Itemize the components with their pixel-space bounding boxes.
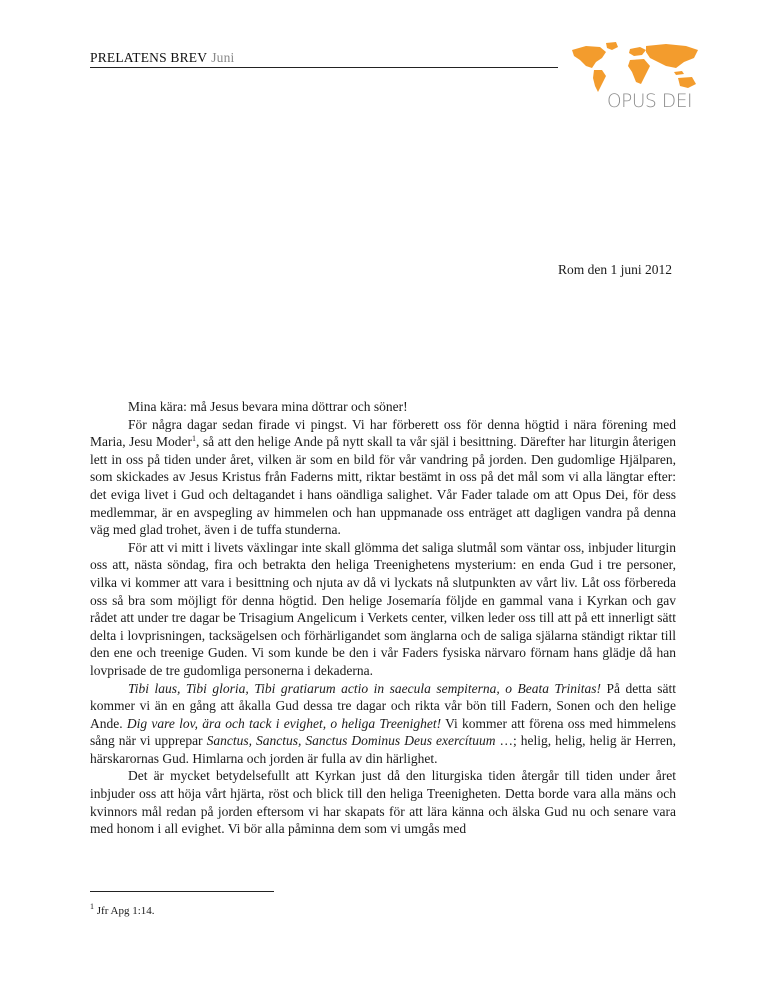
- footnote: [90, 904, 155, 918]
- latin-prayer: Tibi laus, Tibi gloria, Tibi gratiarum actio in saecula sempiterna, o Beata Trinitas!: [128, 680, 601, 696]
- page-header: [90, 49, 558, 68]
- footnote-text: Jfr Apg 1:14.: [96, 905, 155, 917]
- header-month: Juni: [211, 50, 235, 65]
- letter-body: [90, 398, 676, 838]
- header-title: PRELATENS BREV: [90, 50, 208, 65]
- logo-text: OPUS DEI: [607, 91, 693, 112]
- opus-dei-logo: [566, 40, 716, 120]
- sanctus-quote: Sanctus, Sanctus, Sanctus Dominus Deus exercítuum: [206, 733, 496, 749]
- paragraph-3-part-c: …; helig, helig, helig är Herren, härskarornas Gud. Himlarna och jorden är fulla av din härlighet.: [90, 733, 676, 766]
- paragraph-1: [90, 416, 676, 539]
- footnote-number: 1: [90, 902, 94, 911]
- paragraph-2: För att vi mitt i livets växlingar inte skall glömma det saliga slutmål som väntar oss, inbjuder liturgin oss att, nästa söndag, fira och betrakta den heliga Treenighetens mysterium: en enda Gud i tre personer, vilka vi kommer att vara i besittning och njuta av då vi lyckats nå slutpunkten av vårt liv. Låt oss förbereda oss så bra som möjligt för denna högtid. Den helige Josemaría följde en gammal vana i Kyrkan och gav rådet att under tre dagar be Trisagium Angelicum i Verkets center, vilken leder oss till att på ett innerligt sätt delta i lovprisningen, tacksägelsen och förhärligandet som änglarna och de saliga själarna ständigt riktar till den ene och treenige Guden. Vi som kunde be den i vår Faders fysiska närvaro förnam hans glädje då han lovprisade de tre gudomliga personerna i dekaderna.: [90, 539, 676, 678]
- greeting: Mina kära: må Jesus bevara mina döttrar och söner!: [128, 399, 408, 414]
- footnote-divider: [90, 891, 274, 892]
- paragraph-3-part-b: Vi kommer att förena oss med himmelens sång när vi upprepar: [90, 715, 676, 749]
- paragraph-4: Det är mycket betydelsefullt att Kyrkan just då den liturgiska tiden återgår till tiden under året inbjuder oss att höja vårt hjärta, röst och blick till den heliga Treenigheten. Detta borde vara alla mäns och kvinnors mål redan på jorden eftersom vi har skapats för att lära känna och älska Gud nu och senare vara med honom i all evighet. Vi bör alla påminna dem som vi umgås med: [90, 768, 676, 837]
- world-map-icon: [566, 40, 716, 96]
- paragraph-3-part-a: På detta sätt kommer vi än en gång att åkalla Gud dessa tre dagar och rikta vår bön till Fadern, Sonen och den helige Ande.: [90, 680, 677, 731]
- paragraph-3: [90, 680, 676, 768]
- footnote-ref: 1: [191, 434, 196, 444]
- letter-date: Rom den 1 juni 2012: [558, 262, 672, 277]
- paragraph-1-part-a: För några dagar sedan firade vi pingst. Vi har förberett oss för denna högtid i nära förening med Maria, Jesu Moder: [90, 416, 676, 450]
- paragraph-1-part-b: , så att den helige Ande på nytt skall ta vår själ i besittning. Därefter har liturgin återigen lett in oss på tiden under året, vilken är som en bild för vår vandring på jorden. Den gudomlige Hjälparen, som skickades av Jesus Kristus från Faderns mitt, riktar bestämt in oss på det mål som vi alla längtar efter: det eviga livet i Gud och deltagandet i hans oändliga salighet. Vår Fader talade om att Opus Dei, för dess medlemmar, är en avspegling av himmelen och han uppmanade oss enträget att dagligen vandra på denna väg med glad trohet, även i de tuffa stunderna.: [90, 434, 676, 538]
- swedish-prayer: Dig vare lov, ära och tack i evighet, o heliga Treenighet!: [126, 715, 442, 731]
